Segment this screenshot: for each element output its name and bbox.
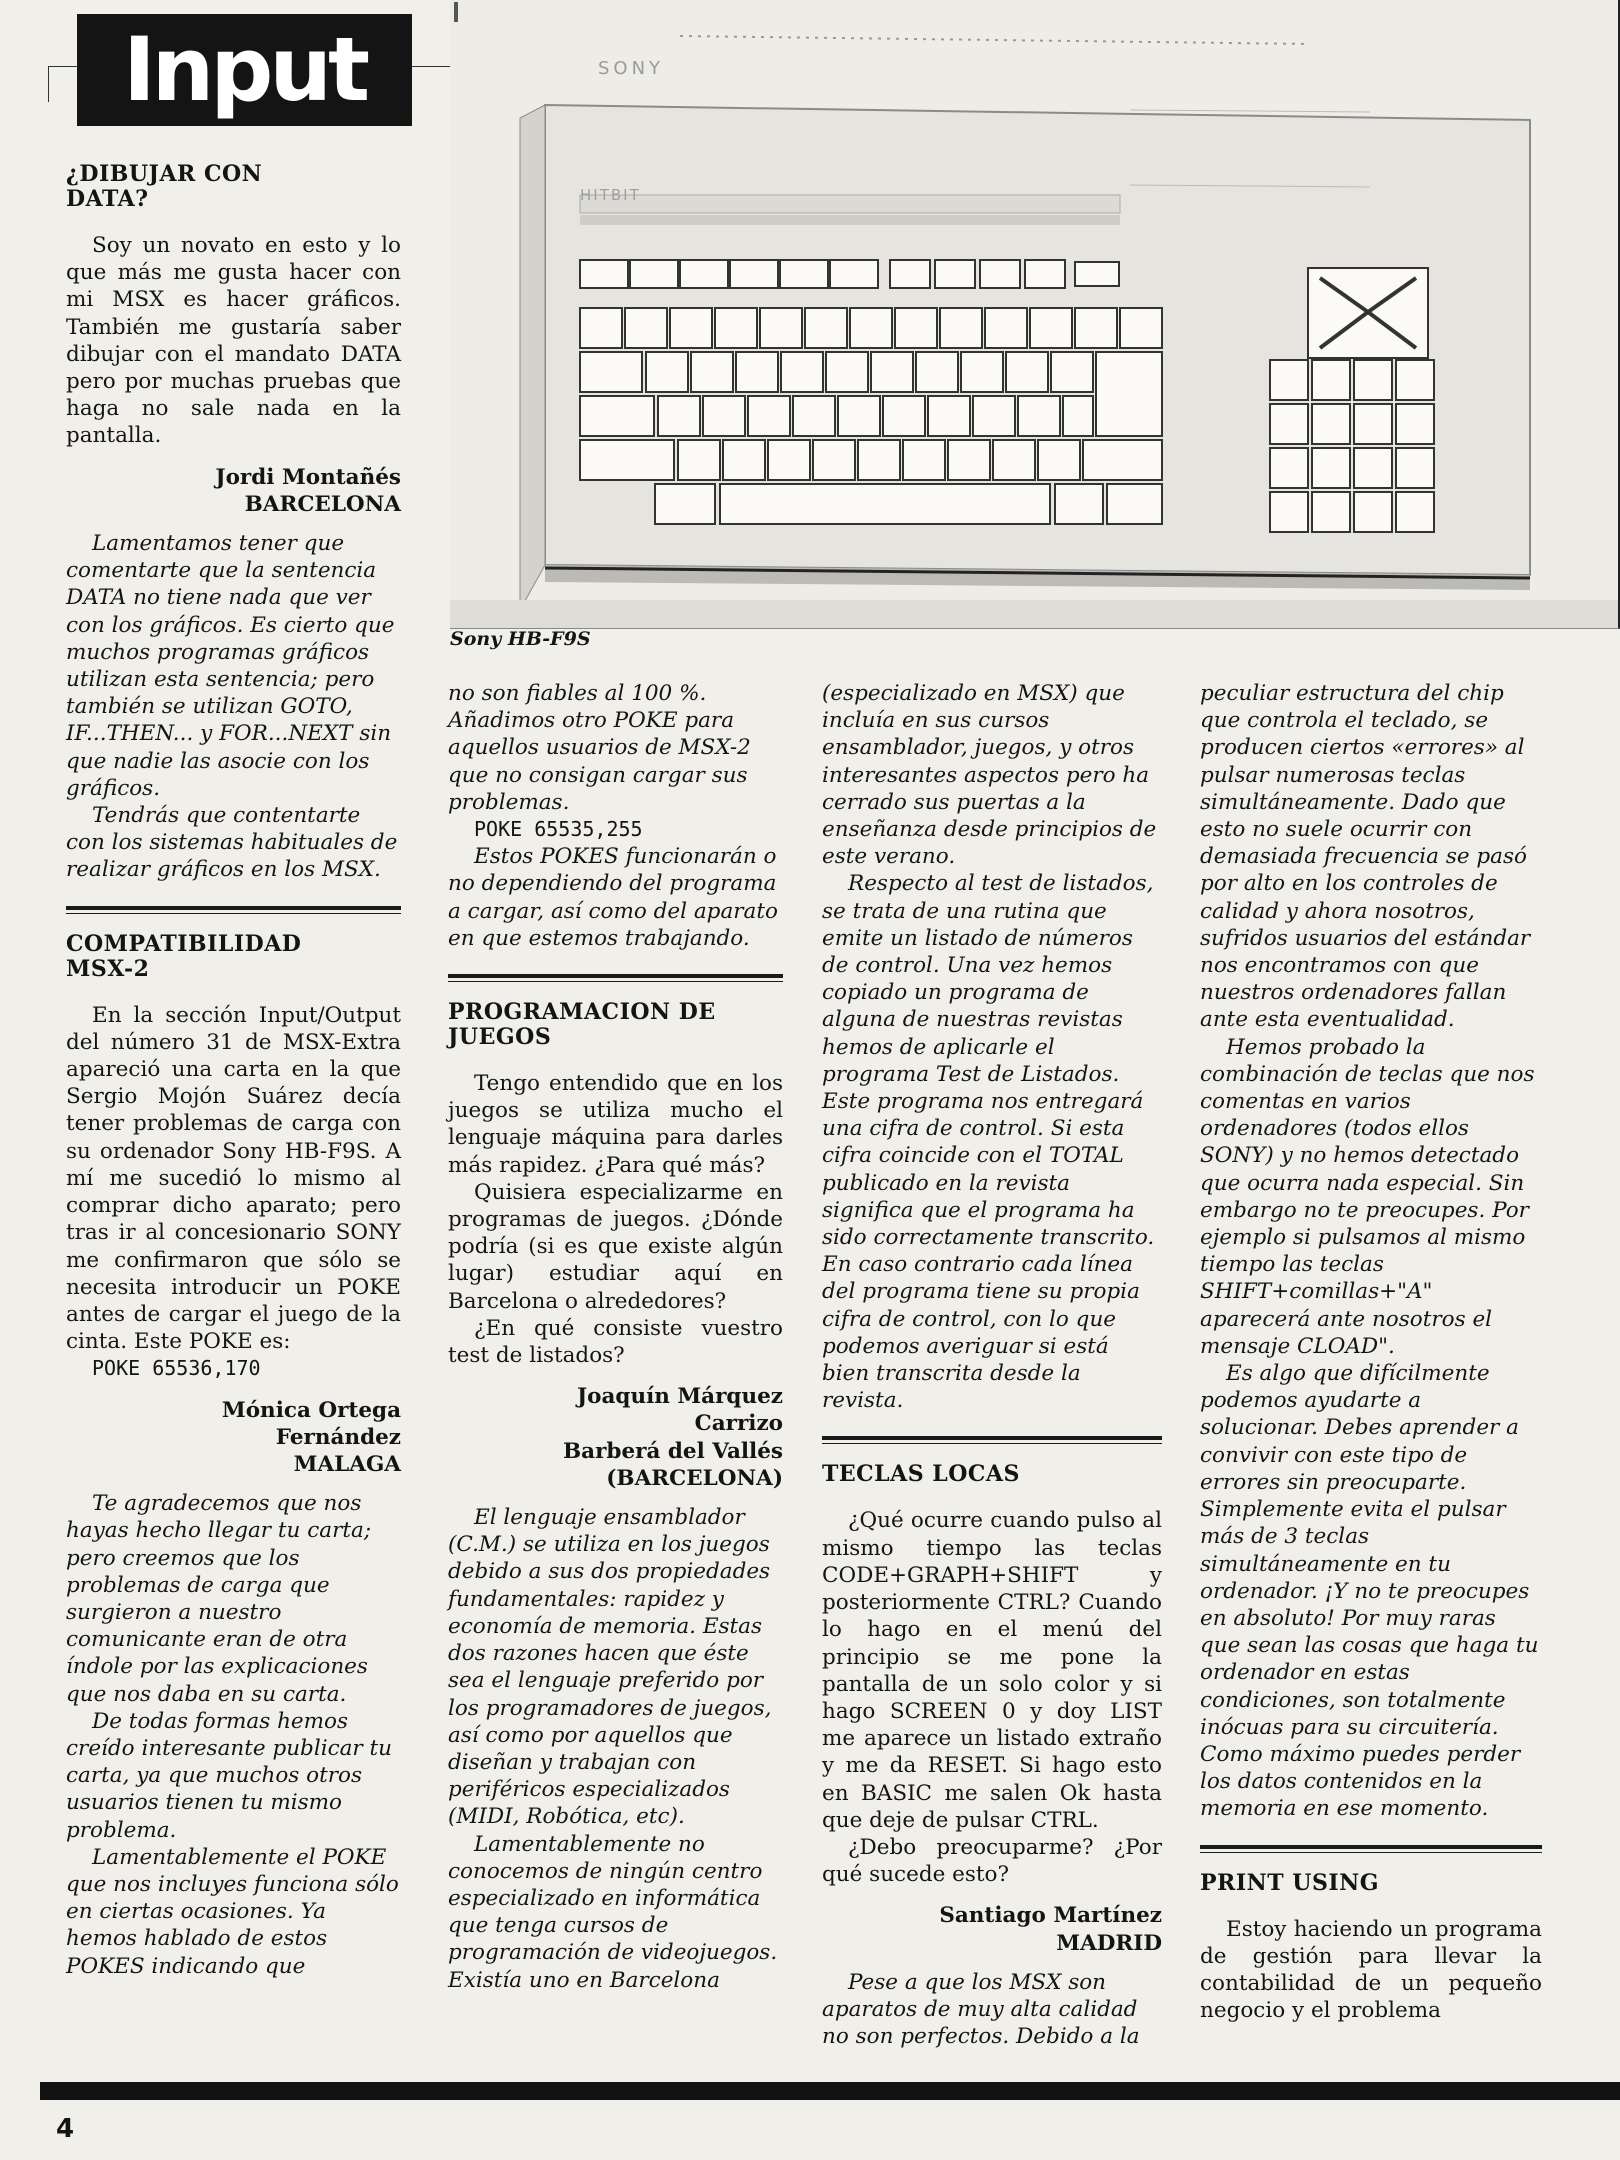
computer-photo	[450, 0, 1620, 629]
column-1	[66, 162, 401, 1980]
section-divider	[448, 974, 783, 982]
letter-3-signature: Joaquín Márquez Carrizo Barberá del Vallés (BARCELONA)	[562, 1384, 783, 1491]
letter-2-code-2: POKE 65535,255	[474, 817, 643, 842]
section-divider	[1200, 1845, 1542, 1853]
letter-4-answer-p2: peculiar estructura del chip que controla el teclado, se producen ciertos «errores» al pulsar numerosas teclas simultáneamente. Dado que esto no suele ocurrir con demasiada frecuencia se pasó por alto en los controles de calidad y ahora nosotros, sufridos usuarios del estándar nos encontramos con que nuestros ordenadores fallan ante esta eventualidad.	[1200, 681, 1531, 1033]
header-rule-mid	[412, 66, 450, 67]
letter-2-title: COMPATIBILIDAD MSX-2	[66, 930, 302, 982]
letter-5-title: PRINT USING	[1200, 1869, 1380, 1896]
letter-4-signature: Santiago Martínez MADRID	[939, 1903, 1162, 1956]
page-number: 4	[56, 2114, 75, 2144]
letter-2-answer-p5: Estos POKES funcionarán o no dependiendo del programa a cargar, así como del aparato en que estemos trabajando.	[448, 844, 778, 951]
letter-4-answer-p1: Pese a que los MSX son aparatos de muy alta calidad no son perfectos. Debido a la	[822, 1969, 1140, 2050]
letter-2-answer-p1: Te agradecemos que nos hayas hecho llegar tu carta; pero creemos que los problemas de carga que surgieron a nuestro comunicante eran de otra índole por las explicaciones que nos daba en su carta.	[66, 1491, 372, 1707]
footer-bar	[40, 2082, 1620, 2100]
letter-4-question-p2: ¿Debo preocuparme? ¿Por qué sucede esto?	[822, 1834, 1162, 1888]
section-logo: Input	[77, 14, 412, 126]
column-2	[448, 680, 783, 1994]
letter-3-answer-p4: Respecto al test de listados, se trata de una rutina que emite un listado de números de control. Una vez hemos copiado un programa de alguna de nuestras revistas hemos de aplicarle el programa Test de Listados. Este programa nos entregará una cifra de control. Si esta cifra coincide con el TOTAL publicado en la revista significa que el programa ha sido correctamente transcrito. En caso contrario cada línea del programa tiene su propia cifra de control, con lo que podemos averiguar si está bien transcrita desde la revista.	[822, 871, 1155, 1414]
letter-3-title: PROGRAMACION DE JUEGOS	[448, 999, 716, 1051]
section-divider	[66, 906, 401, 914]
header-rule-left-vertical	[48, 66, 49, 102]
column-4	[1200, 680, 1542, 2024]
photo-brand-label: SONY	[598, 58, 665, 79]
letter-3-question-p1: Tengo entendido que en los juegos se utiliza mucho el lenguaje máquina para darles más rapidez. ¿Para qué más?	[448, 1071, 783, 1178]
letter-3-answer-p3: (especializado en MSX) que incluía en sus cursos ensamblador, juegos, y otros interesantes aspectos pero ha cerrado sus puertas a la enseñanza desde principios de este verano.	[822, 681, 1157, 870]
letter-2-code: POKE 65536,170	[92, 1356, 261, 1381]
column-3	[822, 680, 1162, 2050]
letter-2-question: En la sección Input/Output del número 31 de MSX-Extra apareció una carta en la que Sergio Mojón Suárez decía tener problemas de carga con su ordenador Sony HB-F9S. A mí me sucedió lo mismo al comprar dicho aparato; pero tras ir al concesionario SONY me confirmaron que sólo se necesita introducir un POKE antes de cargar el juego de la cinta. Este POKE es:	[66, 1002, 401, 1355]
letter-3-answer-p1: El lenguaje ensamblador (C.M.) se utiliza en los juegos debido a sus dos propiedades fundamentales: rapidez y economía de memoria. Estas dos razones hacen que éste sea el lenguaje preferido por los programadores de juegos, así como por aquellos que diseñan y trabajan con periféricos especializados (MIDI, Robótica, etc).	[448, 1505, 772, 1830]
photo-caption: Sony HB-F9S	[450, 628, 591, 650]
letter-4-answer-p4: Es algo que difícilmente podemos ayudarte a solucionar. Debes aprender a convivir con este tipo de errores sin preocuparte. Simplemente evita el pulsar más de 3 teclas simultáneamente en tu ordenador. ¡Y no te preocupes en absoluto! Por muy raras que sean las cosas que haga tu ordenador en estas condiciones, son totalmente inócuas para su circuitería. Como máximo puedes perder los datos contenidos en la memoria en ese momento.	[1200, 1361, 1539, 1822]
letter-2-answer-p4: no son fiables al 100 %. Añadimos otro POKE para aquellos usuarios de MSX-2 que no consigan cargar sus problemas.	[448, 681, 751, 815]
letter-1-question: Soy un novato en esto y lo que más me gusta hacer con mi MSX es hacer gráficos. También me gustaría saber dibujar con el mandato DATA pero por muchas pruebas que haga no sale nada en la pantalla.	[66, 233, 401, 449]
letter-1-answer-p2: Tendrás que contentarte con los sistemas habituales de realizar gráficos en los MSX.	[66, 803, 398, 883]
letter-3-answer-p2: Lamentablemente no conocemos de ningún centro especializado en informática que tenga cursos de programación de videojuegos. Existía uno en Barcelona	[448, 1831, 778, 1993]
letter-4-title: TECLAS LOCAS	[822, 1461, 1020, 1488]
letter-2-answer-p2: De todas formas hemos creído interesante publicar tu carta, ya que muchos otros usuarios tienen tu mismo problema.	[66, 1708, 393, 1843]
header-rule-left	[48, 66, 78, 67]
letter-1-answer-p1: Lamentamos tener que comentarte que la sentencia DATA no tiene nada que ver con los gráficos. Es cierto que muchos programas gráficos utilizan esta sentencia; pero también se utilizan GOTO, IF...THEN... y FOR...NEXT sin que nadie las asocie con los gráficos.	[66, 531, 395, 801]
letter-2-answer-p3: Lamentablemente el POKE que nos incluyes funciona sólo en ciertas ocasiones. Ya hemos hablado de estos POKES indicando que	[66, 1844, 399, 1979]
letter-5-question-p1: Estoy haciendo un programa de gestión para llevar la contabilidad de un pequeño negocio y el problema	[1200, 1916, 1542, 2024]
letter-1-signature: Jordi Montañés BARCELONA	[215, 464, 401, 517]
letter-2-signature: Mónica Ortega Fernández MALAGA	[221, 1397, 401, 1477]
letter-1-title: ¿DIBUJAR CON DATA?	[66, 161, 263, 212]
letter-4-question-p1: ¿Qué ocurre cuando pulso al mismo tiempo las teclas CODE+GRAPH+SHIFT y posteriormente CTRL? Cuando lo hago en el menú del principio se me pone la pantalla de un solo color y si hago SCREEN 0 y doy LIST me aparece un listado extraño y me da RESET. Si hago esto en BASIC me salen Ok hasta que deje de pulsar CTRL.	[822, 1508, 1162, 1833]
photo-model-label: HITBIT	[580, 186, 641, 204]
section-divider	[822, 1436, 1162, 1444]
letter-3-question-p3: ¿En qué consiste vuestro test de listados?	[448, 1315, 783, 1369]
letter-3-question-p2: Quisiera especializarme en programas de juegos. ¿Dónde podría (si es que existe algún lugar) estudiar aquí en Barcelona o alrededores?	[448, 1179, 783, 1314]
keyboard-illustration	[450, 0, 1618, 628]
letter-4-answer-p3: Hemos probado la combinación de teclas que nos comentas en varios ordenadores (todos ellos SONY) y no hemos detectado que ocurra nada especial. Sin embargo no te preocupes. Por ejemplo si pulsamos al mismo tiempo las teclas SHIFT+comillas+"A" aparecerá ante nosotros el mensaje CLOAD".	[1200, 1034, 1535, 1359]
